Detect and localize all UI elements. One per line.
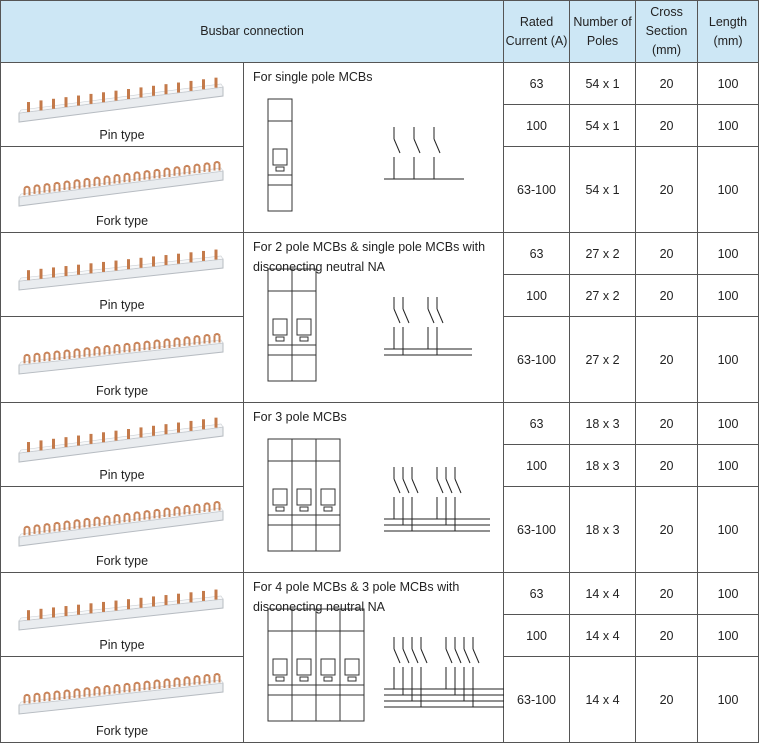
- fork-type-label: Fork type: [95, 724, 149, 738]
- fork-busbar-image: [15, 663, 227, 723]
- cross-section-cell: 20: [636, 233, 698, 275]
- poles-cell: 27 x 2: [570, 317, 636, 403]
- fork-type-cell: [1, 487, 244, 573]
- table-row: [1, 63, 759, 105]
- table-row: [1, 233, 759, 275]
- length-header: Length (mm): [698, 1, 759, 63]
- pin-type-label: Pin type: [99, 128, 145, 142]
- cross-section-cell: 20: [636, 63, 698, 105]
- pin-busbar-image: [15, 579, 227, 639]
- rated-current-cell: 63-100: [504, 147, 570, 233]
- pin-type-cell: [1, 403, 244, 487]
- poles-cell: 18 x 3: [570, 445, 636, 487]
- cross-section-cell: 20: [636, 615, 698, 657]
- fork-busbar-image: [15, 323, 227, 383]
- group-title: For 3 pole MCBs: [253, 410, 347, 424]
- table-row: [1, 573, 759, 615]
- mcb-diagram: [244, 63, 504, 233]
- pin-type-label: Pin type: [99, 298, 145, 312]
- rated-current-cell: 63: [504, 63, 570, 105]
- cross-section-cell: 20: [636, 487, 698, 573]
- wiring-diagram-cell: [244, 403, 504, 573]
- length-cell: 100: [698, 615, 759, 657]
- cross-section-cell: 20: [636, 573, 698, 615]
- rated-current-header: Rated Current (A): [504, 1, 570, 63]
- rated-current-cell: 63-100: [504, 487, 570, 573]
- length-cell: 100: [698, 233, 759, 275]
- group-title: For 4 pole MCBs & 3 pole MCBs with disconecting neutral NA: [253, 580, 460, 614]
- rated-current-cell: 63: [504, 573, 570, 615]
- pin-type-label: Pin type: [99, 638, 145, 652]
- fork-type-cell: [1, 147, 244, 233]
- poles-cell: 18 x 3: [570, 487, 636, 573]
- cross-section-cell: 20: [636, 147, 698, 233]
- poles-cell: 54 x 1: [570, 105, 636, 147]
- poles-header: Number of Poles: [570, 1, 636, 63]
- cross-section-cell: 20: [636, 445, 698, 487]
- fork-type-label: Fork type: [95, 384, 149, 398]
- rated-current-cell: 63-100: [504, 317, 570, 403]
- poles-cell: 54 x 1: [570, 147, 636, 233]
- rated-current-cell: 63-100: [504, 657, 570, 743]
- fork-type-label: Fork type: [95, 554, 149, 568]
- length-cell: 100: [698, 657, 759, 743]
- fork-type-cell: [1, 317, 244, 403]
- pin-type-cell: [1, 573, 244, 657]
- poles-cell: 27 x 2: [570, 275, 636, 317]
- length-cell: 100: [698, 63, 759, 105]
- pin-type-cell: [1, 233, 244, 317]
- header-row: [1, 1, 759, 63]
- rated-current-cell: 100: [504, 445, 570, 487]
- pin-busbar-image: [15, 69, 227, 129]
- pin-busbar-image: [15, 239, 227, 299]
- rated-current-cell: 100: [504, 105, 570, 147]
- cross-section-cell: 20: [636, 657, 698, 743]
- group-title: For single pole MCBs: [253, 70, 373, 84]
- busbar-header: Busbar connection: [1, 1, 504, 63]
- table-row: [1, 403, 759, 445]
- length-cell: 100: [698, 105, 759, 147]
- wiring-diagram-cell: [244, 63, 504, 233]
- fork-busbar-image: [15, 493, 227, 553]
- length-cell: 100: [698, 573, 759, 615]
- rated-current-cell: 63: [504, 233, 570, 275]
- fork-type-label: Fork type: [95, 214, 149, 228]
- cross-section-cell: 20: [636, 317, 698, 403]
- pin-type-label: Pin type: [99, 468, 145, 482]
- length-cell: 100: [698, 487, 759, 573]
- poles-cell: 18 x 3: [570, 403, 636, 445]
- cross-section-cell: 20: [636, 105, 698, 147]
- poles-cell: 14 x 4: [570, 657, 636, 743]
- length-cell: 100: [698, 147, 759, 233]
- cross-section-cell: 20: [636, 403, 698, 445]
- cross-section-header: Cross Section (mm): [636, 1, 698, 63]
- pin-type-cell: [1, 63, 244, 147]
- rated-current-cell: 63: [504, 403, 570, 445]
- wiring-diagram-cell: [244, 573, 504, 743]
- rated-current-cell: 100: [504, 615, 570, 657]
- rated-current-cell: 100: [504, 275, 570, 317]
- poles-cell: 14 x 4: [570, 573, 636, 615]
- length-cell: 100: [698, 445, 759, 487]
- poles-cell: 14 x 4: [570, 615, 636, 657]
- poles-cell: 54 x 1: [570, 63, 636, 105]
- fork-busbar-image: [15, 153, 227, 213]
- mcb-diagram: [244, 403, 504, 573]
- group-title: For 2 pole MCBs & single pole MCBs with disconecting neutral NA: [253, 240, 486, 274]
- length-cell: 100: [698, 317, 759, 403]
- length-cell: 100: [698, 403, 759, 445]
- fork-type-cell: [1, 657, 244, 743]
- pin-busbar-image: [15, 409, 227, 469]
- wiring-diagram-cell: [244, 233, 504, 403]
- poles-cell: 27 x 2: [570, 233, 636, 275]
- length-cell: 100: [698, 275, 759, 317]
- cross-section-cell: 20: [636, 275, 698, 317]
